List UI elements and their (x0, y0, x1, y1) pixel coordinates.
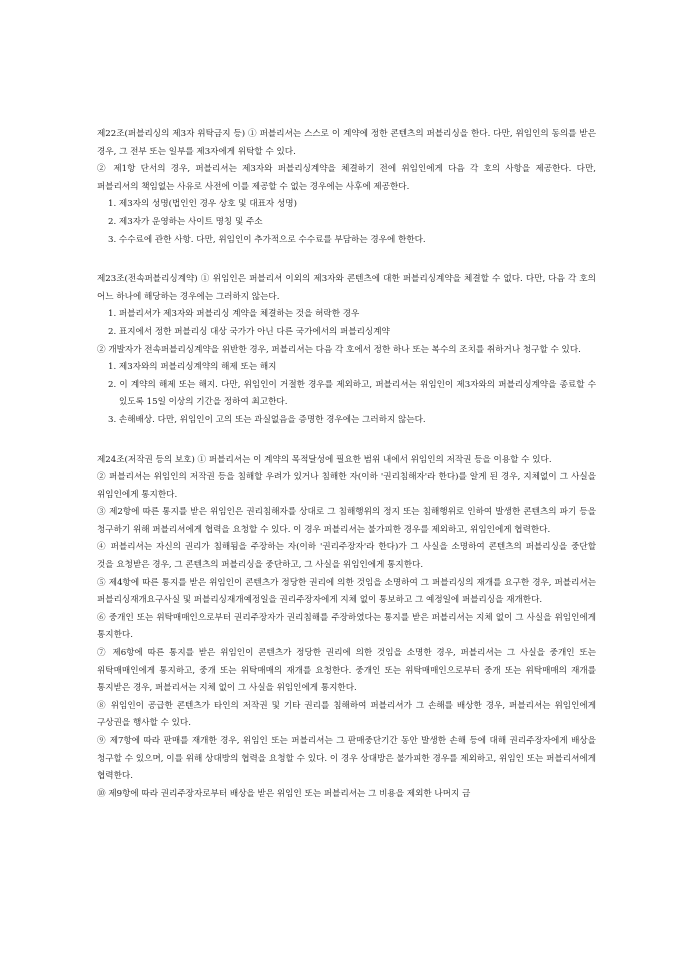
article-22 (97, 126, 596, 249)
article-24-paragraph: ⑤ 제4항에 따른 통지를 받은 위임인이 콘텐츠가 정당한 권리에 의한 것임을 소명하여 그 퍼블리싱의 재개를 요구한 경우, 퍼블리셔는 퍼블리싱재개요구사실 및 퍼블리싱재개예정일을 권리주장자에게 지체 없이 통보하고 그 예정일에 퍼블리싱을 재개한다. (97, 577, 596, 606)
article-24-paragraph: ⑥ 중개인 또는 위탁매매인으로부터 권리주장자가 권리침해를 주장하였다는 통지를 받은 퍼블리셔는 지체 없이 그 사실을 위임인에게 통지한다. (97, 612, 596, 641)
article-24-paragraph: ④ 퍼블리셔는 자신의 권리가 침해됨을 주장하는 자(이하 '권리주장자'라 한다)가 그 사실을 소명하여 콘텐츠의 퍼블리싱을 중단할 것을 요청받은 경우, 그 콘텐츠의 퍼블리싱을 중단하고, 그 사실을 위임인에게 통지한다. (97, 542, 596, 571)
article-24-paragraph: ③ 제2항에 따른 통지를 받은 위임인은 권리침해자를 상대로 그 침해행위의 정지 또는 침해행위로 인하여 발생한 콘텐츠의 파기 등을 청구하기 위해 퍼블리셔에게 협력을 요청할 수 있다. 이 경우 퍼블리셔는 불가피한 경우를 제외하고, 위임인에게 협력한다. (97, 507, 596, 535)
list-item: 1. 퍼블리셔가 제3자와 퍼블리싱 계약을 체결하는 것을 허락한 경우 (108, 309, 360, 320)
list-item: 2. 표지에서 정한 퍼블리싱 대상 국가가 아닌 다른 국가에서의 퍼블리싱계약 (108, 326, 390, 337)
list-item: 3. 수수료에 관한 사항. 다만, 위임인이 추가적으로 수수료를 부담하는 경우에 한한다. (108, 234, 426, 245)
article-23 (97, 271, 596, 429)
article-24-paragraph: ⑨ 제7항에 따라 판매를 재개한 경우, 위임인 또는 퍼블리셔는 그 판매중단기간 동안 발생한 손해 등에 대해 권리주장자에게 배상을 청구할 수 있으며, 이를 위해 상대방의 협력을 요청할 수 있다. 이 경우 상대방은 불가피한 경우를 제외하고, 위임인 또는 퍼블리셔에게 협력한다. (97, 736, 596, 782)
article-23-paragraph-1: 제23조(전속퍼블리싱계약) ① 위임인은 퍼블리셔 이외의 제3자와 콘텐츠에 대한 퍼블리싱계약을 체결할 수 없다. 다만, 다음 각 호의 어느 하나에 해당하는 경우에는 그러하지 않는다. (97, 274, 596, 302)
list-item: 2. 제3자가 운영하는 사이트 명칭 및 주소 (108, 216, 263, 227)
list-item: 2. 이 계약의 해제 또는 해지. 다만, 위임인이 거절한 경우를 제외하고, 퍼블리셔는 위임인이 제3자와의 퍼블리싱계약을 종료할 수 있도록 15일 이상의 기간을 정하여 최고한다. (108, 379, 596, 408)
article-22-paragraph-2: ② 제1항 단서의 경우, 퍼블리셔는 제3자와 퍼블리싱계약을 체결하기 전에 위임인에게 다음 각 호의 사항을 제공한다. 다만, 퍼블리셔의 책임없는 사유로 사전에 이를 제공할 수 없는 경우에는 사후에 제공한다. (97, 164, 596, 192)
article-24-paragraph: ⑩ 제9항에 따라 권리주장자로부터 배상을 받은 위임인 또는 퍼블리셔는 그 비용을 제외한 나머지 금 (97, 788, 471, 799)
article-24-paragraph: ② 퍼블리셔는 위임인의 저작권 등을 침해할 우려가 있거나 침해한 자(이하 '권리침해자'라 한다)를 알게 된 경우, 지체없이 그 사실을 위임인에게 통지한다. (97, 472, 596, 500)
article-24 (97, 452, 596, 804)
article-24-paragraph: 제24조(저작권 등의 보호) ① 퍼블리셔는 이 계약의 목적달성에 필요한 범위 내에서 위임인의 저작권 등을 이용할 수 있다. (97, 454, 552, 465)
list-item: 1. 제3자의 성명(법인인 경우 상호 및 대표자 성명) (108, 199, 297, 210)
article-23-paragraph-2: ② 개발자가 전속퍼블리싱계약을 위반한 경우, 퍼블리셔는 다음 각 호에서 정한 하나 또는 복수의 조치를 취하거나 청구할 수 있다. (97, 344, 581, 355)
article-24-paragraph: ⑦ 제6항에 따른 통지를 받은 위임인이 콘텐츠가 정당한 권리에 의한 것임을 소명한 경우, 퍼블리셔는 그 사실을 중개인 또는 위탁매매인에게 통지하고, 중개 또는 위탁매매의 재개를 요청한다. 중개인 또는 위탁매매인으로부터 중개 또는 위탁매매의 재개를 통지받은 경우, 퍼블리셔는 지체 없이 그 사실을 위임인에게 통지한다. (97, 648, 596, 694)
article-22-paragraph-1: 제22조(퍼블리싱의 제3자 위탁금지 등) ① 퍼블리셔는 스스로 이 계약에 정한 콘텐츠의 퍼블리싱을 한다. 다만, 위임인의 동의를 받은 경우, 그 전부 또는 일부를 제3자에게 위탁할 수 있다. (97, 129, 596, 157)
article-24-paragraph: ⑧ 위임인이 공급한 콘텐츠가 타인의 저작권 및 기타 권리를 침해하여 퍼블리셔가 그 손해를 배상한 경우, 퍼블리셔는 위임인에게 구상권을 행사할 수 있다. (97, 700, 596, 729)
list-item: 1. 제3자와의 퍼블리싱계약의 해제 또는 해지 (108, 362, 277, 373)
list-item: 3. 손해배상. 다만, 위임인이 고의 또는 과실없음을 증명한 경우에는 그러하지 않는다. (108, 414, 426, 425)
